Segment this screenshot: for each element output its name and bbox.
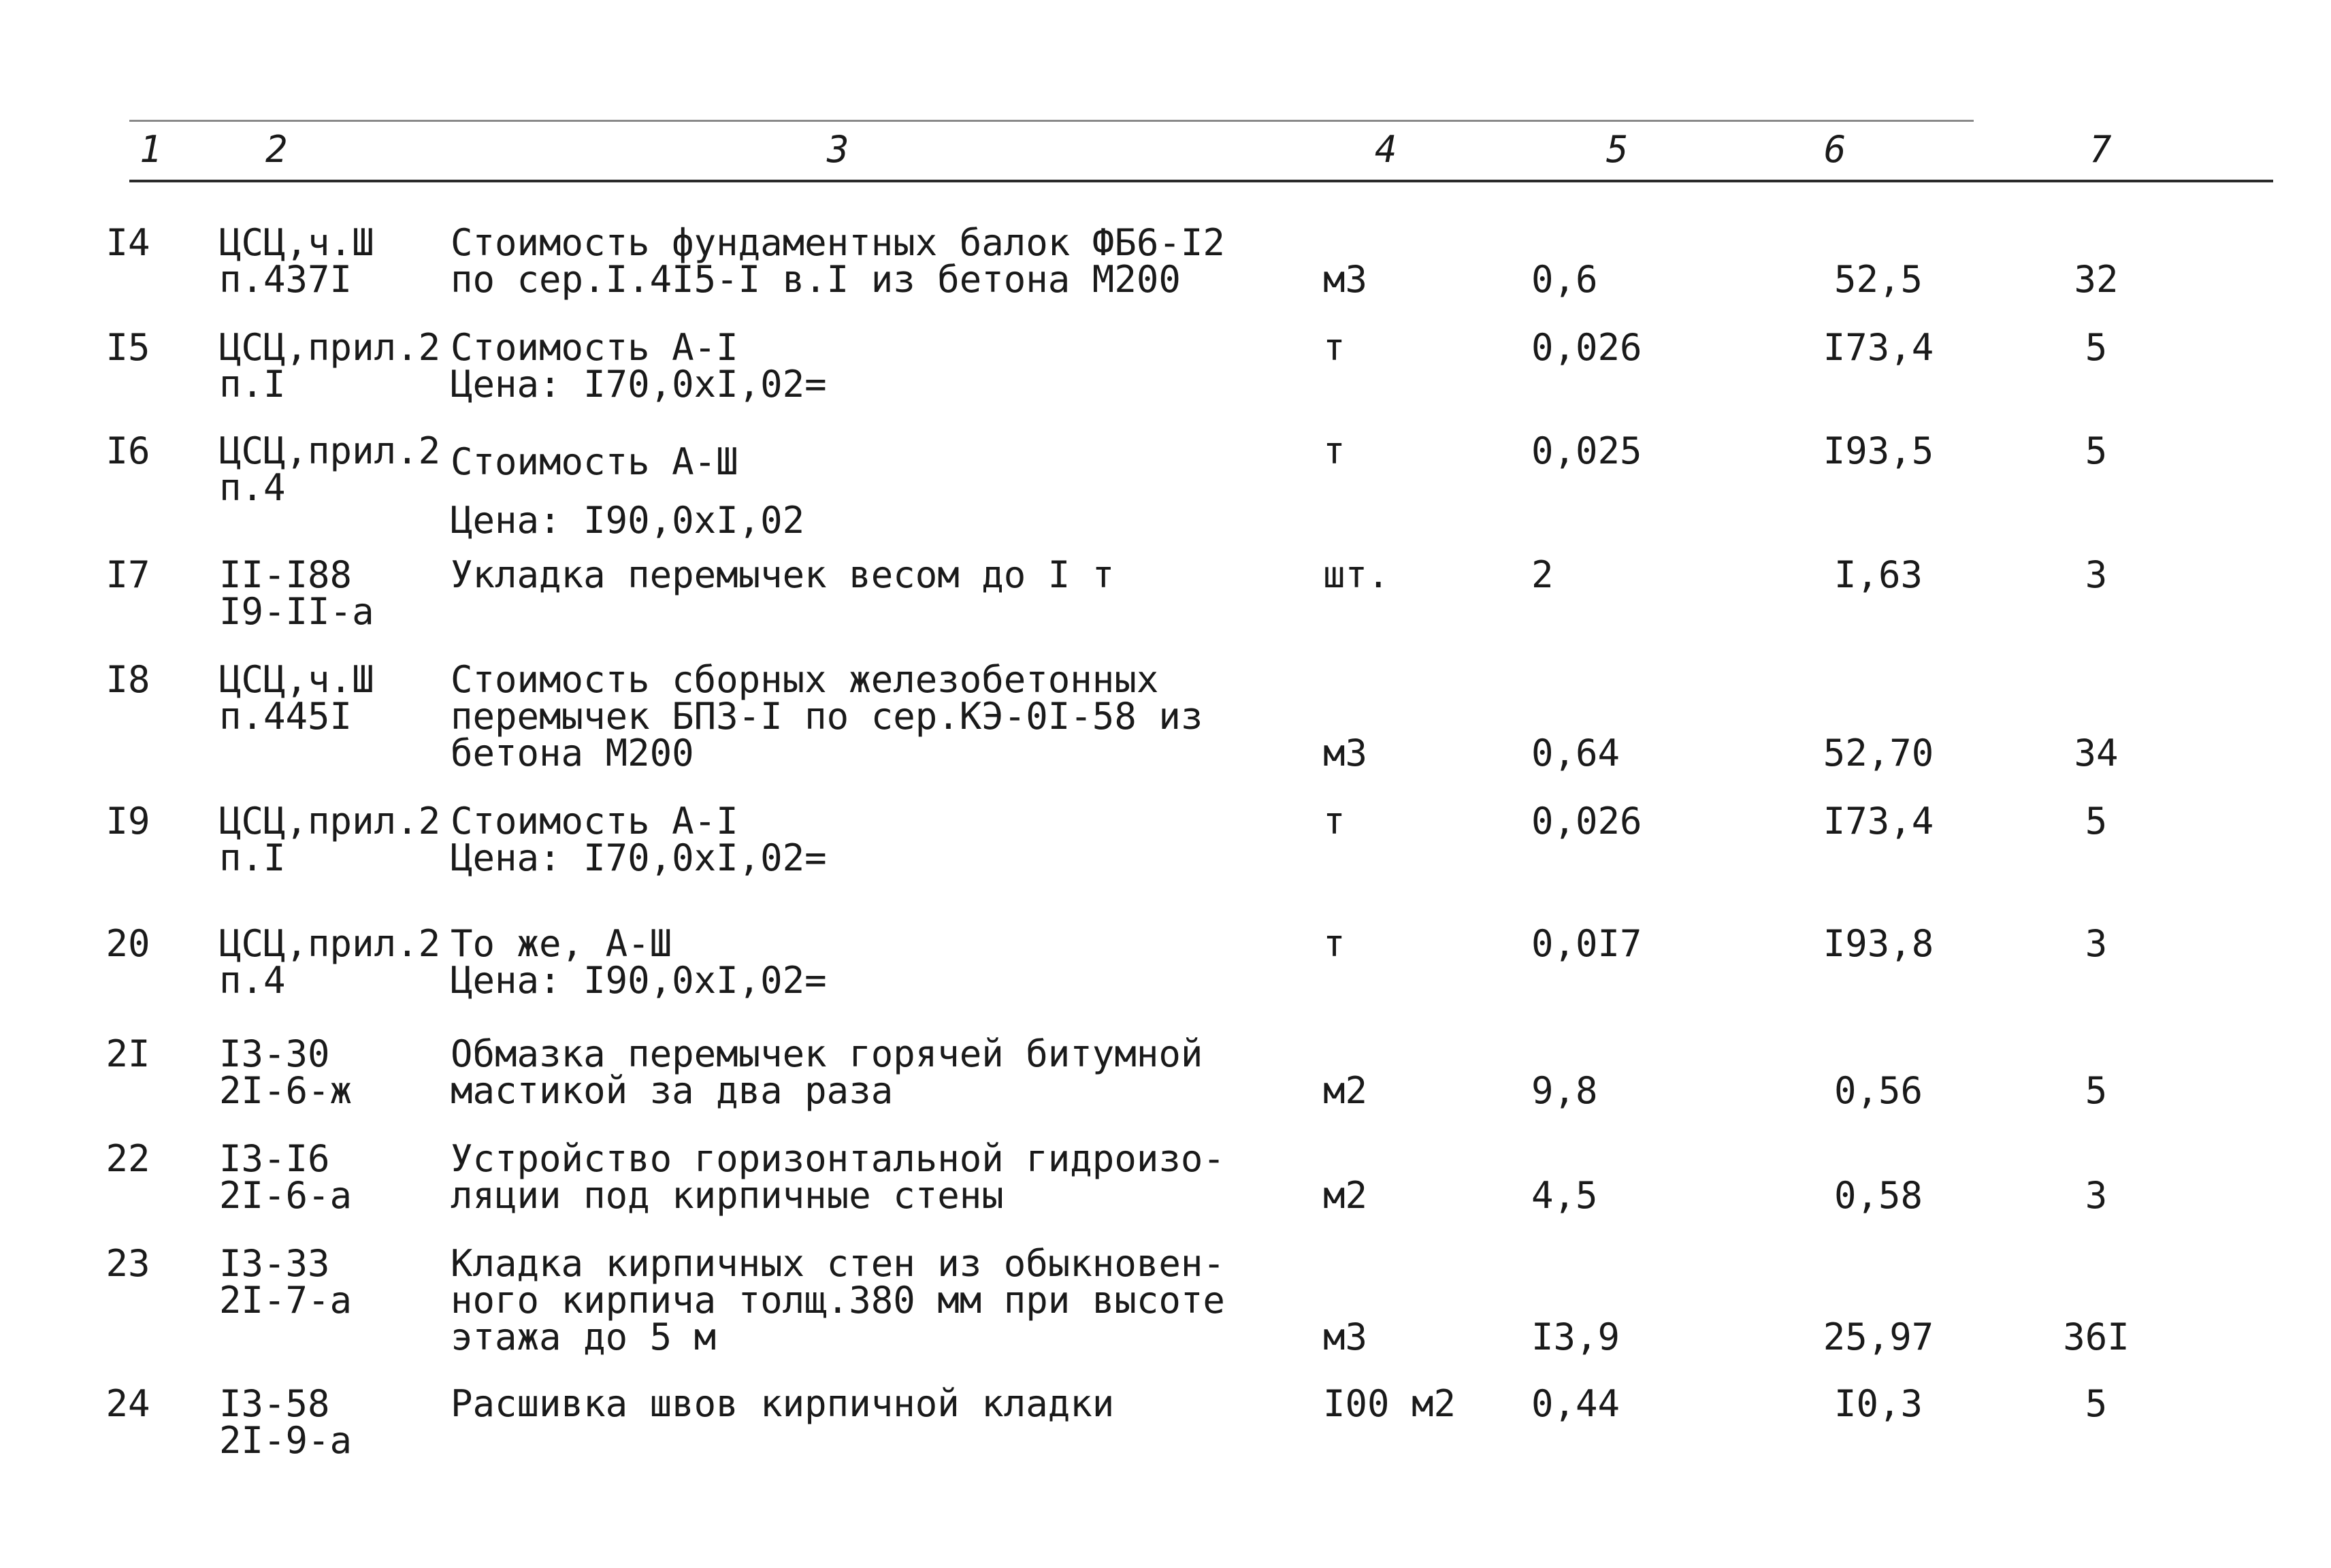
price-reference-line: ЦСЦ,прил.2 (219, 429, 441, 472)
price-reference-line: ЦСЦ,ч.Ш (219, 221, 374, 264)
row-number: 20 (105, 922, 150, 965)
unit-of-measure: м3 (1323, 258, 1368, 301)
price-reference-line: ЦСЦ,прил.2 (219, 326, 441, 369)
row-number: I7 (105, 553, 150, 596)
total-cost: 5 (2085, 1382, 2108, 1425)
unit-price: I,63 (1833, 553, 1923, 596)
price-reference (219, 553, 374, 633)
unit-price: I0,3 (1833, 1382, 1923, 1425)
column-header-2: 2 (265, 128, 288, 171)
work-description-line: То же, А-Ш (451, 922, 672, 965)
price-reference-line: п.I (219, 836, 286, 879)
unit-price: 52,5 (1833, 258, 1923, 301)
total-cost: 5 (2085, 429, 2108, 472)
quantity: 0,64 (1531, 732, 1620, 774)
unit-price: 0,58 (1833, 1174, 1923, 1217)
work-description-line: по сер.I.4I5-I в.I из бетона М200 (451, 258, 1181, 301)
top-rule (129, 120, 1974, 122)
unit-price: 0,56 (1833, 1069, 1923, 1112)
price-reference (219, 221, 374, 301)
price-reference (219, 658, 374, 738)
unit-of-measure: т (1323, 326, 1346, 369)
work-description-line: Стоимость А-I (451, 326, 738, 369)
work-description-line: бетона М200 (451, 732, 694, 774)
row-number: 22 (105, 1137, 150, 1180)
unit-price: 25,97 (1823, 1316, 1934, 1358)
row-number: 2I (105, 1032, 150, 1075)
column-header-7: 7 (2089, 128, 2112, 171)
work-description-line: этажа до 5 м (451, 1316, 717, 1358)
price-reference-line: п.4 (219, 466, 286, 509)
total-cost: 5 (2085, 326, 2108, 369)
unit-of-measure: т (1323, 800, 1346, 843)
total-cost: 36I (2063, 1316, 2130, 1358)
work-description (451, 221, 1225, 301)
quantity: 0,025 (1531, 429, 1642, 472)
quantity: I3,9 (1531, 1316, 1620, 1358)
price-reference-line: п.445I (219, 695, 353, 738)
work-description-line: Расшивка швов кирпичной кладки (451, 1382, 1115, 1425)
price-reference-line: ЦСЦ,ч.Ш (219, 658, 374, 701)
work-description (451, 326, 827, 406)
unit-of-measure: шт. (1323, 553, 1390, 596)
unit-of-measure: м2 (1323, 1069, 1368, 1112)
work-description-line: Устройство горизонтальной гидроизо- (451, 1137, 1225, 1180)
work-description-line: мастикой за два раза (451, 1069, 894, 1112)
total-cost: 3 (2085, 1174, 2108, 1217)
price-reference-line: I3-30 (219, 1032, 330, 1075)
price-reference-line: ЦСЦ,прил.2 (219, 800, 441, 843)
unit-price: 52,70 (1823, 732, 1934, 774)
unit-of-measure: м3 (1323, 1316, 1368, 1358)
price-reference-line: I3-58 (219, 1382, 330, 1425)
price-reference (219, 1242, 353, 1322)
work-description-line: Цена: I90,0xI,02= (451, 959, 827, 1002)
row-number: 23 (105, 1242, 150, 1285)
price-reference (219, 1137, 353, 1217)
quantity: 9,8 (1531, 1069, 1598, 1112)
unit-of-measure: т (1323, 429, 1346, 472)
column-header-1: 1 (140, 128, 162, 171)
quantity: 0,026 (1531, 326, 1642, 369)
unit-of-measure: м2 (1323, 1174, 1368, 1217)
row-number: I4 (105, 221, 150, 264)
work-description-line: Цена: I70,0xI,02= (451, 836, 827, 879)
price-reference (219, 1382, 353, 1462)
column-header-6: 6 (1824, 128, 1846, 171)
price-reference (219, 429, 441, 509)
header-rule (129, 180, 2273, 182)
unit-of-measure: I00 м2 (1323, 1382, 1456, 1425)
total-cost: 5 (2085, 800, 2108, 843)
total-cost: 5 (2085, 1069, 2108, 1112)
price-reference-line: п.4 (219, 959, 286, 1002)
total-cost: 32 (2074, 258, 2119, 301)
work-description-line: Стоимость А-I (451, 800, 738, 843)
total-cost: 34 (2074, 732, 2119, 774)
price-reference-line: 2I-7-а (219, 1279, 353, 1322)
price-reference (219, 800, 441, 879)
work-description-line: Обмазка перемычек горячей битумной (451, 1032, 1203, 1075)
price-reference-line: п.I (219, 363, 286, 406)
work-description-line: Кладка кирпичных стен из обыкновен- (451, 1242, 1225, 1285)
price-reference-line: 2I-6-ж (219, 1069, 353, 1112)
quantity: 0,6 (1531, 258, 1598, 301)
price-reference-line: п.437I (219, 258, 353, 301)
quantity: 0,026 (1531, 800, 1642, 843)
work-description-line: ляции под кирпичные стены (451, 1174, 1004, 1217)
row-number: I9 (105, 800, 150, 843)
column-header-4: 4 (1375, 128, 1397, 171)
row-number: 24 (105, 1382, 150, 1425)
price-reference-line: II-I88 (219, 553, 353, 596)
price-reference-line: I3-33 (219, 1242, 330, 1285)
column-header-5: 5 (1606, 128, 1629, 171)
unit-of-measure: м3 (1323, 732, 1368, 774)
price-reference (219, 1032, 353, 1112)
row-number: I8 (105, 658, 150, 701)
price-reference-line: 2I-9-а (219, 1419, 353, 1462)
row-number: I5 (105, 326, 150, 369)
price-reference-line: I3-I6 (219, 1137, 330, 1180)
work-description-line: Цена: I70,0xI,02= (451, 363, 827, 406)
work-description-line: Стоимость сборных железобетонных (451, 658, 1159, 701)
price-reference-line: 2I-6-а (219, 1174, 353, 1217)
row-number: I6 (105, 429, 150, 472)
quantity: 0,44 (1531, 1382, 1620, 1425)
work-description-line: Цена: I90,0xI,02 (451, 499, 805, 542)
work-description (451, 922, 827, 1002)
price-reference (219, 922, 441, 1002)
total-cost: 3 (2085, 922, 2108, 965)
work-description-line: перемычек БПЗ-I по сер.КЭ-0I-58 из (451, 695, 1203, 738)
work-description (451, 800, 827, 879)
total-cost: 3 (2085, 553, 2108, 596)
work-description-line: Стоимость А-Ш (451, 440, 738, 483)
quantity: 0,0I7 (1531, 922, 1642, 965)
work-description (451, 553, 1115, 596)
price-reference-line: ЦСЦ,прил.2 (219, 922, 441, 965)
unit-price: I93,8 (1823, 922, 1934, 965)
work-description (451, 1137, 1225, 1217)
work-description (451, 433, 804, 550)
price-reference-line: I9-II-а (219, 590, 374, 633)
unit-price: I73,4 (1823, 800, 1934, 843)
work-description (451, 1242, 1225, 1358)
work-description-line: Укладка перемычек весом до I т (451, 553, 1115, 596)
unit-price: I93,5 (1823, 429, 1934, 472)
quantity: 4,5 (1531, 1174, 1598, 1217)
unit-price: I73,4 (1823, 326, 1934, 369)
price-reference (219, 326, 441, 406)
work-description-line: Стоимость фундаментных балок ФБ6-I2 (451, 221, 1225, 264)
unit-of-measure: т (1323, 922, 1346, 965)
work-description-line: ного кирпича толщ.380 мм при высоте (451, 1279, 1225, 1322)
column-header-3: 3 (827, 128, 849, 171)
work-description (451, 1032, 1203, 1112)
quantity: 2 (1531, 553, 1554, 596)
work-description (451, 1382, 1115, 1425)
work-description (451, 658, 1203, 774)
